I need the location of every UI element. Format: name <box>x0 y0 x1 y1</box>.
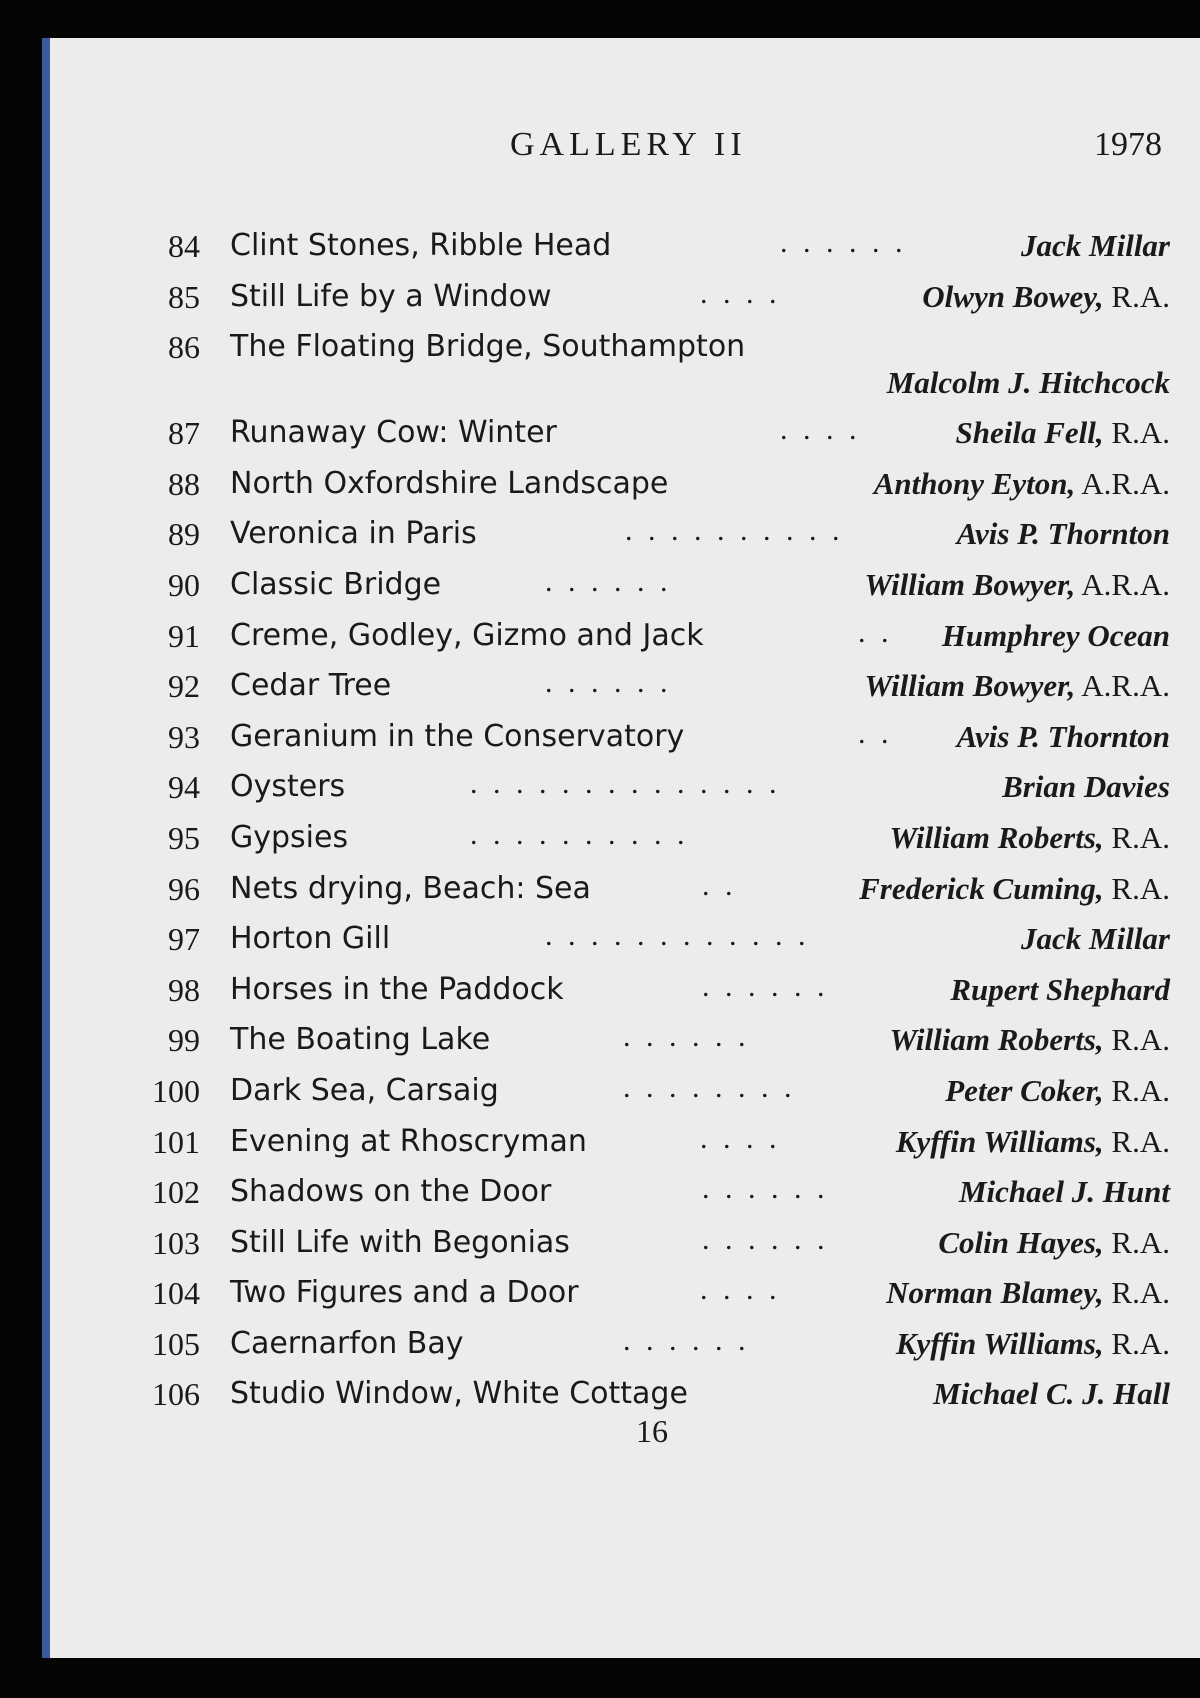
entry <box>50 405 1170 456</box>
entry-number: 93 <box>168 718 200 755</box>
entry <box>50 608 1170 659</box>
leader-dots: . . . . . . <box>702 1172 829 1206</box>
artist-name: Jack Millar <box>1021 921 1170 957</box>
entry-title: Caernarfon Bay <box>230 1325 464 1361</box>
leader-dots: . . . . . . <box>702 1222 829 1256</box>
leader-dots: . . . . . . <box>780 226 907 259</box>
artist-name: Sheila Fell, <box>955 415 1104 451</box>
entry <box>50 911 1170 962</box>
entry <box>50 1316 1170 1367</box>
entry-artist <box>874 466 1170 502</box>
entry-artist <box>887 365 1170 401</box>
entry-artist <box>959 1174 1170 1210</box>
leader-dots: . . . . <box>780 413 861 447</box>
entry-artist <box>896 1326 1170 1362</box>
entry-artist <box>886 1275 1170 1311</box>
entry-artist <box>1021 228 1170 264</box>
leader-dots: . . <box>702 868 737 902</box>
leader-dots: . . . . . . . . . . . . . . <box>470 767 781 801</box>
entry-artist <box>865 668 1170 704</box>
leader-dots: . . . . . . . . . . <box>625 514 844 548</box>
entry-title: Two Figures and a Door <box>230 1275 579 1311</box>
entry-artist <box>957 516 1170 552</box>
entry-title: Evening at Rhoscryman <box>230 1123 587 1159</box>
leader-dots: . . <box>858 716 893 750</box>
entry-artist <box>942 618 1170 654</box>
entry-title: The Boating Lake <box>230 1022 491 1058</box>
entry-artist <box>896 1124 1170 1160</box>
entry-number: 94 <box>168 769 200 806</box>
leader-dots: . . . . . . <box>545 666 672 700</box>
artist-suffix: R.A. <box>1103 1224 1170 1260</box>
entry-number: 92 <box>168 668 200 705</box>
entry-number: 104 <box>152 1275 200 1312</box>
entry <box>50 218 1170 269</box>
entry-title: Creme, Godley, Gizmo and Jack <box>230 617 704 653</box>
artist-suffix: A.R.A. <box>1075 566 1170 602</box>
artist-suffix: R.A. <box>1103 1123 1170 1159</box>
entry <box>50 1164 1170 1215</box>
entry-artist <box>865 567 1170 603</box>
entry-number: 105 <box>152 1325 200 1362</box>
entry-title: Still Life with Begonias <box>230 1224 570 1260</box>
artist-name: Brian Davies <box>1002 769 1170 805</box>
artist-name: Olwyn Bowey, <box>922 278 1104 314</box>
leader-dots: . . . . <box>700 1121 781 1155</box>
entry <box>50 861 1170 912</box>
entry-number: 84 <box>168 228 200 264</box>
entry-title: Geranium in the Conservatory <box>230 718 685 754</box>
artist-name: Norman Blamey, <box>886 1275 1104 1311</box>
entry <box>50 1265 1170 1316</box>
entry <box>50 1366 1170 1417</box>
leader-dots: . . <box>858 615 893 649</box>
artist-name: Jack Millar <box>1021 228 1170 263</box>
entry-artist <box>890 820 1170 856</box>
artist-name: Avis P. Thornton <box>956 718 1170 754</box>
entry-artist <box>922 279 1170 315</box>
entry-title: Veronica in Paris <box>230 516 477 552</box>
artist-name: Anthony Eyton, <box>873 465 1076 501</box>
entry <box>50 1215 1170 1266</box>
entry-title: The Floating Bridge, Southampton <box>230 329 746 365</box>
entry <box>50 506 1170 557</box>
entry-title: Clint Stones, Ribble Head <box>230 228 612 263</box>
artist-suffix: R.A. <box>1103 819 1170 855</box>
entry-number: 85 <box>168 278 200 315</box>
page-number: 16 <box>636 1413 668 1449</box>
entry <box>50 557 1170 608</box>
entry-artist <box>945 1073 1170 1109</box>
artist-name: Michael C. J. Hall <box>933 1376 1170 1412</box>
entry-artist <box>1002 769 1170 805</box>
artist-name: Colin Hayes, <box>938 1224 1104 1260</box>
entry-artist <box>1021 921 1170 957</box>
artist-suffix: R.A. <box>1103 1275 1170 1311</box>
entry <box>50 759 1170 810</box>
entry-number: 97 <box>168 921 200 958</box>
entry <box>50 269 1170 320</box>
page-header <box>50 126 1200 176</box>
entry-title: Cedar Tree <box>230 668 392 704</box>
entry-title: Classic Bridge <box>230 566 442 602</box>
entry <box>50 319 1170 405</box>
entry-number: 95 <box>168 819 200 856</box>
artist-suffix: R.A. <box>1103 415 1170 451</box>
entry-artist <box>859 871 1170 907</box>
entry-artist <box>890 1022 1170 1058</box>
artist-name: Malcolm J. Hitchcock <box>886 365 1170 401</box>
artist-name: Peter Coker, <box>945 1072 1104 1108</box>
entry-number: 91 <box>168 617 200 654</box>
entry-number: 106 <box>152 1376 200 1413</box>
entry <box>50 709 1170 760</box>
entry-number: 99 <box>168 1022 200 1059</box>
entry-title: Oysters <box>230 769 346 805</box>
entry <box>50 962 1170 1013</box>
entry <box>50 658 1170 709</box>
entry <box>50 456 1170 507</box>
leader-dots: . . . . . . <box>545 564 672 598</box>
artist-suffix: R.A. <box>1103 870 1170 906</box>
leader-dots: . . . . . . . . . . . . <box>545 919 810 953</box>
artist-name: William Bowyer, <box>864 668 1076 704</box>
artist-name: Avis P. Thornton <box>956 516 1170 552</box>
entry-title: North Oxfordshire Landscape <box>230 465 669 501</box>
leader-dots: . . . . . . . . <box>623 1070 796 1104</box>
artist-suffix: A.R.A. <box>1075 668 1170 704</box>
leader-dots: . . . . <box>700 276 781 310</box>
artist-name: Kyffin Williams, <box>895 1123 1104 1159</box>
entry-title: Still Life by a Window <box>230 278 552 314</box>
entry-artist <box>956 415 1170 451</box>
catalogue-year: 1978 <box>1094 126 1162 163</box>
artist-name: William Bowyer, <box>864 566 1076 602</box>
entry-number: 89 <box>168 516 200 553</box>
artist-name: William Roberts, <box>889 819 1104 855</box>
leader-dots: . . . . . . <box>623 1020 750 1054</box>
leader-dots: . . . . . . <box>623 1323 750 1357</box>
artist-name: Michael J. Hunt <box>958 1174 1170 1210</box>
entry-title: Horton Gill <box>230 921 391 957</box>
entry-artist <box>938 1225 1170 1261</box>
entry-title: Dark Sea, Carsaig <box>230 1072 499 1108</box>
entry-title: Horses in the Paddock <box>230 971 564 1007</box>
artist-suffix: R.A. <box>1103 1325 1170 1361</box>
entry-title: Nets drying, Beach: Sea <box>230 870 591 906</box>
catalogue-page <box>42 38 1200 1658</box>
entry <box>50 810 1170 861</box>
entry-list <box>50 218 1170 1417</box>
artist-name: Humphrey Ocean <box>941 617 1170 653</box>
entry-number: 100 <box>152 1072 200 1109</box>
artist-suffix: A.R.A. <box>1075 465 1170 501</box>
gallery-title: GALLERY II <box>510 126 747 163</box>
entry-title: Runaway Cow: Winter <box>230 415 557 451</box>
artist-suffix: R.A. <box>1103 278 1170 314</box>
artist-name: Frederick Cuming, <box>859 870 1104 906</box>
entry-number: 102 <box>152 1174 200 1211</box>
entry <box>50 1114 1170 1165</box>
entry-number: 90 <box>168 566 200 603</box>
artist-name: William Roberts, <box>889 1022 1104 1058</box>
entry-number: 88 <box>168 465 200 502</box>
entry-title: Gypsies <box>230 819 349 855</box>
entry <box>50 1063 1170 1114</box>
entry-number: 103 <box>152 1224 200 1261</box>
artist-name: Rupert Shephard <box>950 971 1170 1007</box>
entry-artist <box>950 972 1170 1008</box>
artist-suffix: R.A. <box>1103 1072 1170 1108</box>
artist-name: Kyffin Williams, <box>895 1325 1104 1361</box>
entry-artist <box>957 719 1170 755</box>
entry-number: 86 <box>168 329 200 366</box>
leader-dots: . . . . <box>700 1273 781 1307</box>
entry-number: 98 <box>168 971 200 1008</box>
entry <box>50 1012 1170 1063</box>
entry-title: Studio Window, White Cottage <box>230 1376 688 1412</box>
entry-number: 87 <box>168 415 200 452</box>
leader-dots: . . . . . . . . . . <box>470 817 689 851</box>
entry-artist <box>933 1376 1170 1412</box>
leader-dots: . . . . . . <box>702 969 829 1003</box>
entry-number: 101 <box>152 1123 200 1160</box>
artist-suffix: R.A. <box>1103 1022 1170 1058</box>
entry-number: 96 <box>168 870 200 907</box>
entry-title: Shadows on the Door <box>230 1174 552 1210</box>
